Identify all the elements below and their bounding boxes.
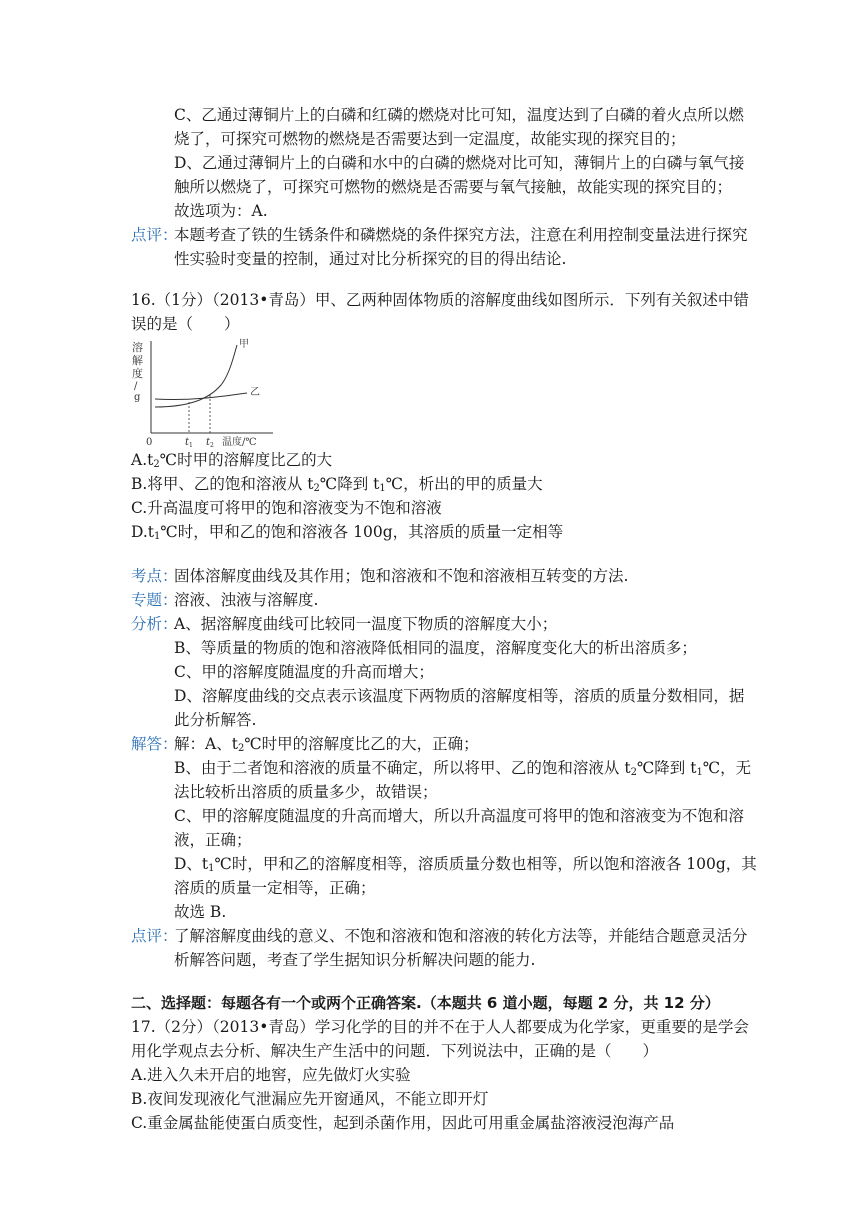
q17-stem-line2: 用化学观点去分析、解决生产生活中的问题．下列说法中，正确的是（ ） (131, 1042, 659, 1060)
q15-option-c-line1: C、乙通过薄铜片上的白磷和红磷的燃烧对比可知，温度达到了白磷的着火点所以燃 (174, 106, 744, 124)
q15-option-d-line2: 触所以燃烧了，可探究可燃物的燃烧是否需要与氧气接触，故能实现的探究目的； (174, 178, 733, 196)
q16-dianping-line1: 了解溶解度曲线的意义、不饱和溶液和饱和溶液的转化方法等，并能结合题意灵活分 (174, 927, 748, 945)
curve-yi (155, 393, 247, 400)
q17-stem-line1: 17.（2分）（2013•青岛）学习化学的目的并不在于人人都要成为化学家，更重要的是学会 (131, 1018, 749, 1036)
q16-jieda-line3: 法比较析出溶质的质量多少，故错误； (174, 783, 438, 801)
curve-jia (155, 345, 237, 407)
q16-fenxi-line3: C、甲的溶解度随温度的升高而增大； (174, 663, 434, 681)
q16-jieda-line7: 溶质的质量一定相等，正确； (174, 879, 376, 897)
t1-tick-sub: 1 (189, 442, 193, 449)
ylabel-char-2: 解 (132, 354, 143, 367)
q16-fenxi-line1: A、据溶解度曲线可比较同一温度下物质的溶解度大小； (174, 615, 558, 633)
q16-fenxi-label: 分析： (131, 615, 178, 633)
q16-stem-line1: 16.（1分）（2013•青岛）甲、乙两种固体物质的溶解度曲线如图所示．下列有关叙述中错 (131, 291, 749, 309)
q16-jieda-line8: 故选 B. (174, 903, 227, 921)
q15-comment-label: 点评： (131, 226, 178, 244)
q16-option-b: B.将甲、乙的饱和溶液从 $t_2℃$降到 $t_1℃$，析出的甲的质量大 (131, 475, 543, 494)
origin-label: 0 (146, 437, 153, 448)
solubility-curve-figure (129, 337, 279, 451)
q16-jieda-line1: 解：A、$t_2℃$时甲的溶解度比乙的大，正确； (174, 735, 479, 754)
q15-option-d-line1: D、乙通过薄铜片上的白磷和水中的白磷的燃烧对比可知，薄铜片上的白磷与氧气接 (174, 154, 745, 172)
q15-comment-line2: 性实验时变量的控制，通过对比分析探究的目的得出结论. (174, 250, 567, 268)
ylabel-char-1: 溶 (132, 341, 143, 354)
q17-option-c: C.重金属盐能使蛋白质变性，起到杀菌作用，因此可用重金属盐溶液浸泡海产品 (131, 1114, 675, 1132)
t1-tick-label: t (185, 437, 190, 448)
q17-option-b: B.夜间发现液化气泄漏应先开窗通风，不能立即开灯 (131, 1090, 489, 1108)
q17-option-a: A.进入久未开启的地窖，应先做灯火实验 (131, 1066, 411, 1084)
ylabel-char-5: g (134, 392, 141, 403)
q16-option-d: $D.t_1℃$时，甲和乙的饱和溶液各 100g，其溶质的质量一定相等 (131, 523, 564, 542)
q15-comment-line1: 本题考查了铁的生锈条件和磷燃烧的条件探究方法，注意在利用控制变量法进行探究 (174, 226, 748, 244)
q16-kaodian-label: 考点： (131, 567, 178, 585)
q16-fenxi-line4: D、溶解度曲线的交点表示该温度下两物质的溶解度相等，溶质的质量分数相同，据 (174, 687, 745, 705)
q16-jieda-line6: D、$t_1℃$时，甲和乙的溶解度相等，溶质质量分数也相等，所以饱和溶液各 100g，其 (174, 855, 757, 874)
q16-option-c: C.升高温度可将甲的饱和溶液变为不饱和溶液 (131, 499, 442, 517)
q16-fenxi-line5: 此分析解答. (174, 711, 257, 729)
ylabel-char-4: / (134, 381, 138, 392)
y-axis-label (132, 340, 143, 403)
q16-jieda-line2: B、由于二者饱和溶液的质量不确定，所以将甲、乙的饱和溶液从 $t_2℃$降到 $t_1℃$，无 (174, 759, 752, 778)
curve-yi-label: 乙 (250, 387, 260, 398)
ylabel-char-3: 度 (132, 367, 143, 380)
q16-kaodian: 固体溶解度曲线及其作用；饱和溶液和不饱和溶液相互转变的方法. (174, 567, 629, 585)
q15-option-c-line2: 烧了，可探究可燃物的燃烧是否需要达到一定温度，故能实现的探究目的； (174, 130, 686, 148)
curve-jia-label: 甲 (239, 339, 249, 350)
q16-jieda-line5: 液，正确； (174, 831, 252, 849)
q16-stem-line2: 误的是（ ） (131, 315, 240, 333)
x-axis-label: 温度/℃ (222, 437, 257, 448)
q16-zhuanti-label: 专题： (131, 591, 178, 609)
q16-zhuanti: 溶液、浊液与溶解度. (174, 591, 319, 609)
q16-dianping-line2: 析解答问题，考查了学生据知识分析解决问题的能力. (174, 951, 536, 969)
q16-dianping-label: 点评： (131, 927, 178, 945)
q16-jieda-label: 解答： (131, 735, 178, 753)
t2-tick-label: t (206, 437, 211, 448)
section2-heading: 二、选择题：每题各有一个或两个正确答案.（本题共 6 道小题，每题 2 分，共 12 分） (131, 994, 720, 1012)
q15-answer: 故选项为：A. (174, 202, 268, 220)
q16-jieda-line4: C、甲的溶解度随温度的升高而增大，所以升高温度可将甲的饱和溶液变为不饱和溶 (174, 807, 744, 825)
t2-tick-sub: 2 (210, 442, 214, 449)
q16-fenxi-line2: B、等质量的物质的饱和溶液降低相同的温度，溶解度变化大的析出溶质多； (174, 639, 697, 657)
q16-option-a: $A.t_2℃$时甲的溶解度比乙的大 (131, 451, 333, 470)
